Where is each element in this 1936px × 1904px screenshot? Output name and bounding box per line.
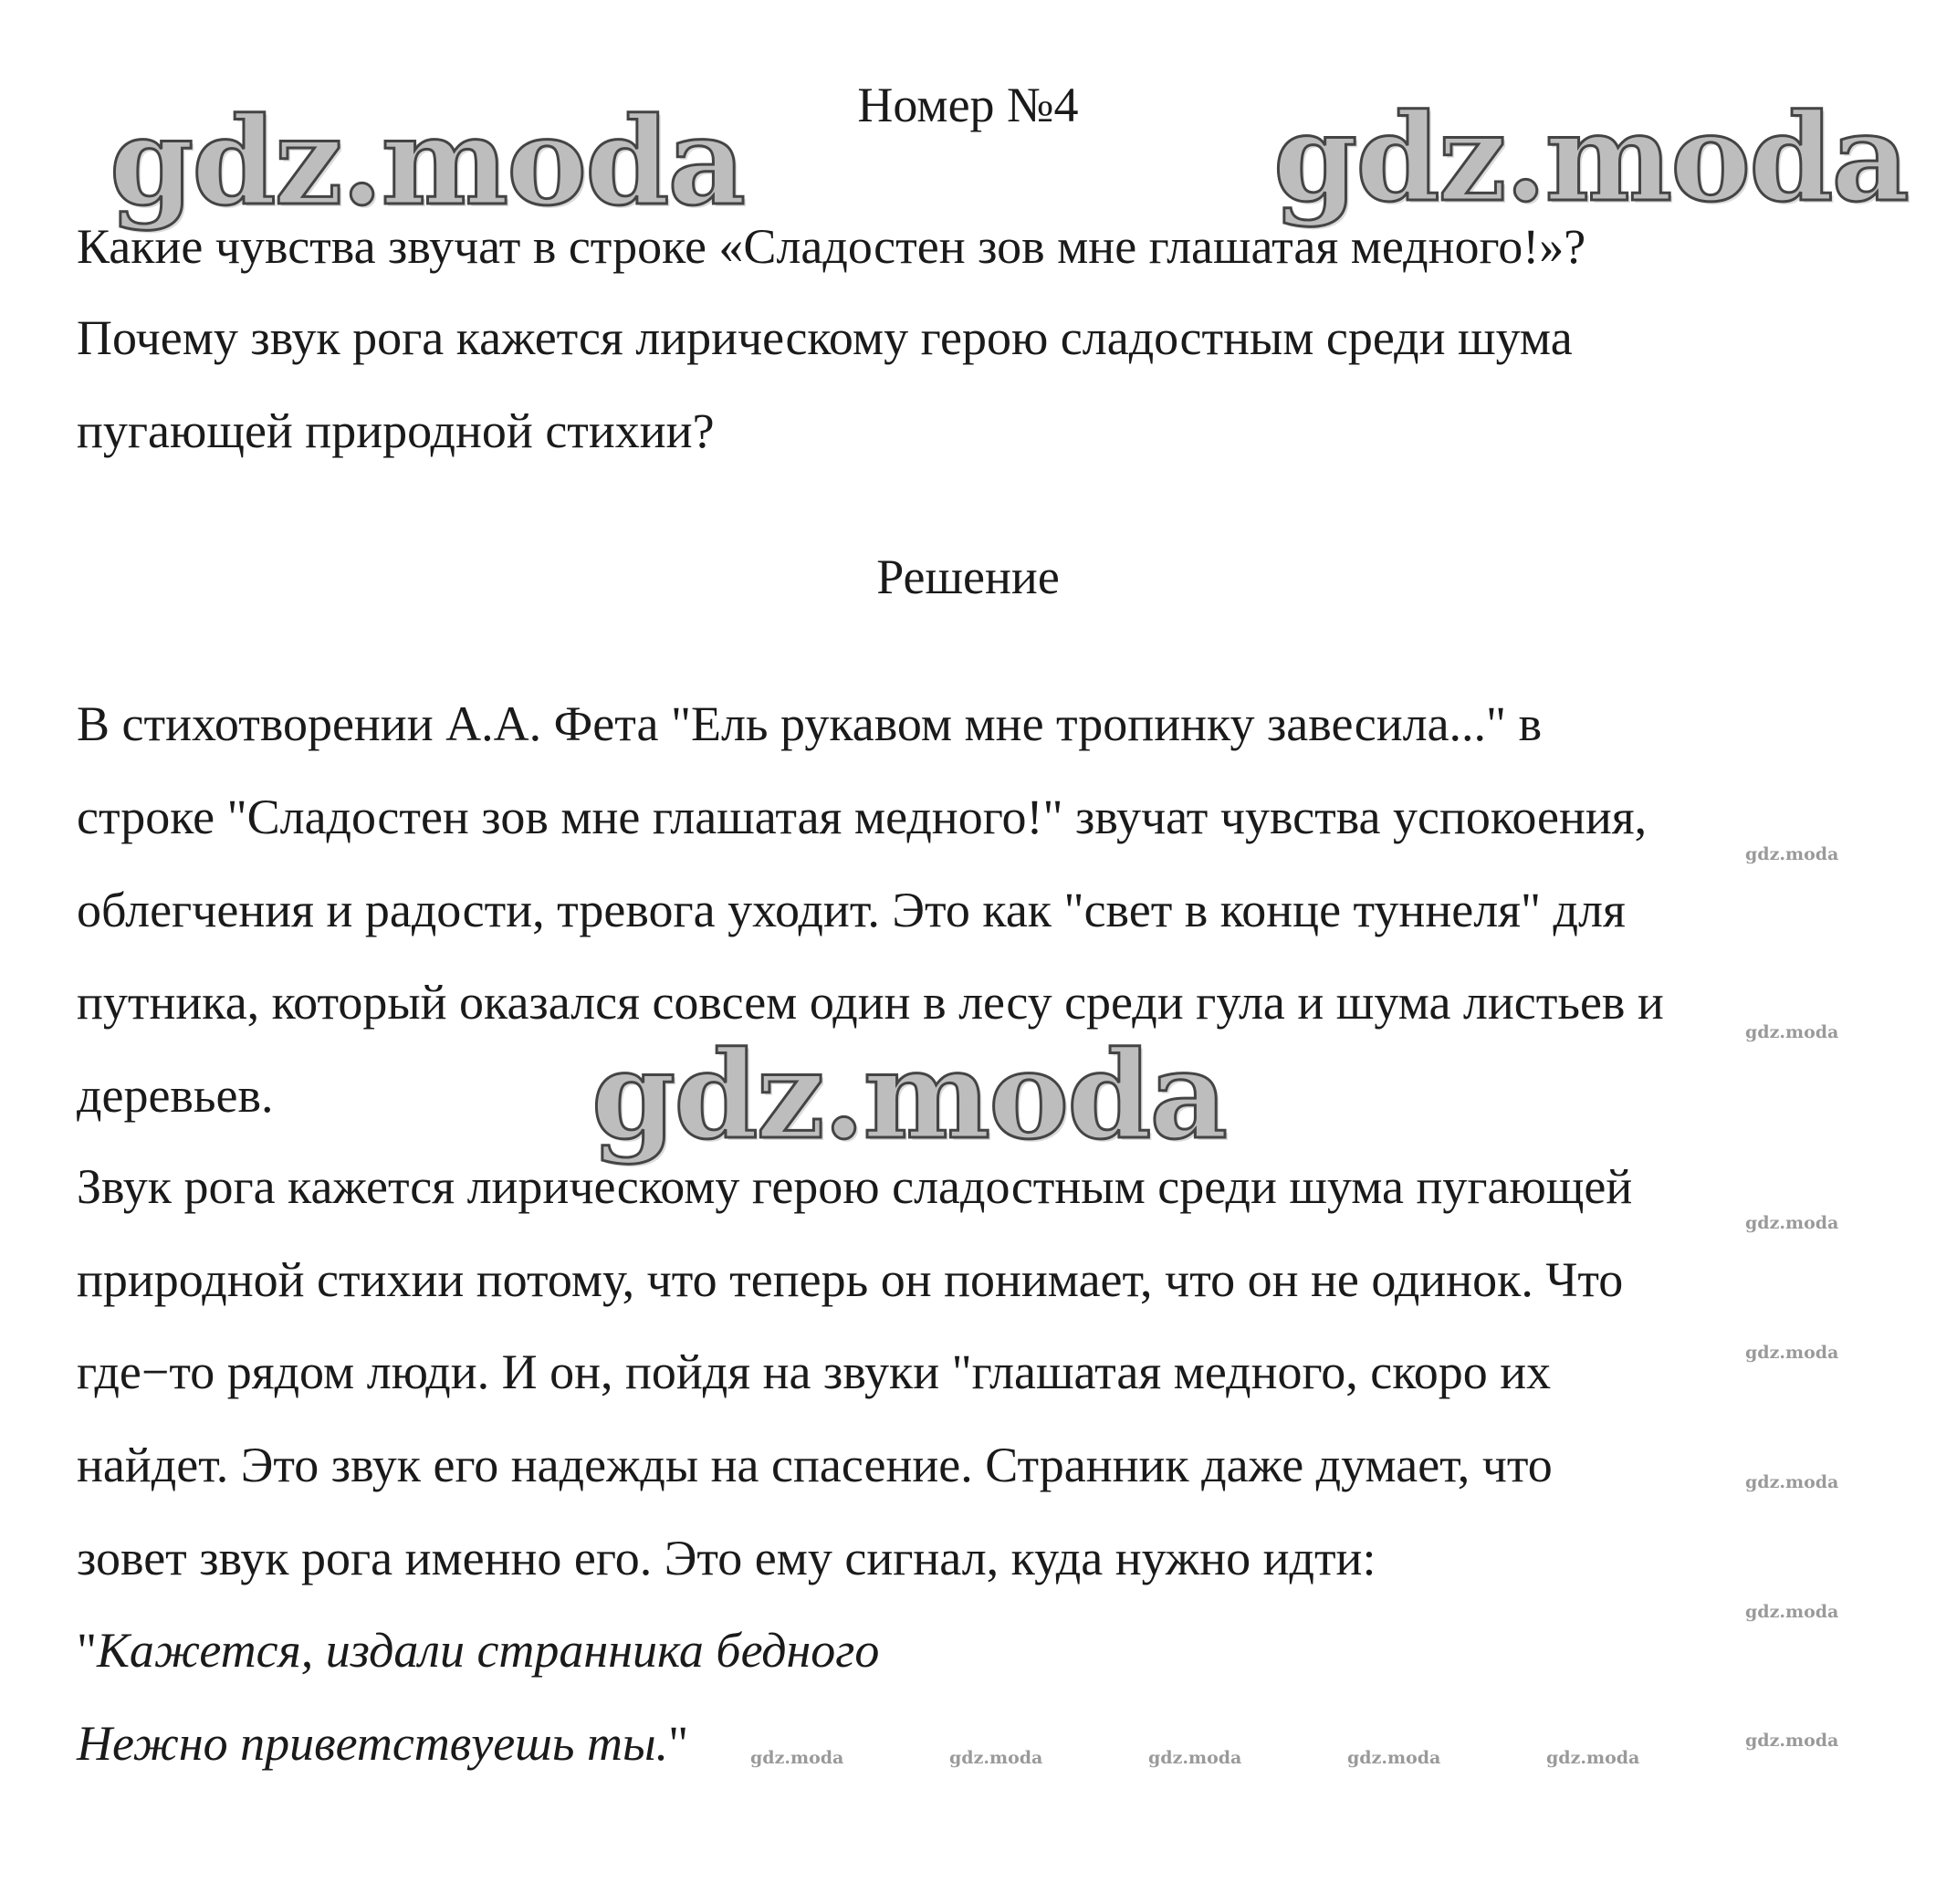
- watermark-small: gdz.moda: [1347, 1748, 1441, 1768]
- paragraph-line: найдет. Это звук его надежды на спасение. Странник даже думает, что: [77, 1438, 1553, 1492]
- watermark-small: gdz.moda: [1745, 1602, 1839, 1622]
- watermark-small: gdz.moda: [1148, 1748, 1242, 1768]
- paragraph-line: зовет звук рога именно его. Это ему сигнал, куда нужно идти:: [77, 1531, 1376, 1585]
- paragraph-line: В стихотворении А.А. Фета "Ель рукавом мне тропинку завесила..." в: [77, 696, 1543, 751]
- question-line: Почему звук рога кажется лирическому герою сладостным среди шума: [77, 310, 1573, 365]
- quote-line: [77, 1623, 880, 1678]
- watermark-small: gdz.moda: [949, 1748, 1043, 1768]
- paragraph-line: где−то рядом люди. И он, пойдя на звуки "глашатая медного, скоро их: [77, 1344, 1552, 1399]
- watermark-small: gdz.moda: [750, 1748, 844, 1768]
- quote-line-1: Кажется, издали странника бедного: [97, 1623, 880, 1678]
- page-title: Номер №4: [857, 78, 1079, 132]
- watermark-small: gdz.moda: [1745, 844, 1839, 864]
- question-line: пугающей природной стихии?: [77, 403, 715, 458]
- quote-open-mark: ": [77, 1623, 98, 1678]
- watermark-logo: gdz.moda: [591, 1025, 1227, 1166]
- watermark-logo: gdz.moda: [1273, 88, 1909, 229]
- paragraph-line: Звук рога кажется лирическому герою сладостным среди шума пугающей: [77, 1159, 1633, 1214]
- watermark-small: gdz.moda: [1745, 1472, 1839, 1492]
- paragraph-line: природной стихии потому, что теперь он понимает, что он не одинок. Что: [77, 1252, 1624, 1307]
- quote-line-2: Нежно приветствуешь ты.: [77, 1716, 669, 1771]
- watermark-small: gdz.moda: [1745, 1022, 1839, 1042]
- solution-heading: Решение: [876, 549, 1060, 604]
- watermark-small: gdz.moda: [1745, 1731, 1839, 1751]
- question-line: Какие чувства звучат в строке «Сладостен зов мне глашатая медного!»?: [77, 219, 1586, 274]
- paragraph-line: облегчения и радости, тревога уходит. Это как "свет в конце туннеля" для: [77, 883, 1626, 937]
- paragraph-line: деревьев.: [77, 1068, 274, 1123]
- quote-close-mark: ": [668, 1716, 689, 1771]
- paragraph-line: строке "Сладостен зов мне глашатая медного!" звучат чувства успокоения,: [77, 790, 1648, 844]
- watermark-logo: gdz.moda: [110, 91, 745, 233]
- watermark-small: gdz.moda: [1546, 1748, 1640, 1768]
- quote-line: [77, 1716, 689, 1771]
- watermark-small: gdz.moda: [1745, 1213, 1839, 1233]
- paragraph-line: путника, который оказался совсем один в лесу среди гула и шума листьев и: [77, 975, 1664, 1030]
- watermark-small: gdz.moda: [1745, 1343, 1839, 1363]
